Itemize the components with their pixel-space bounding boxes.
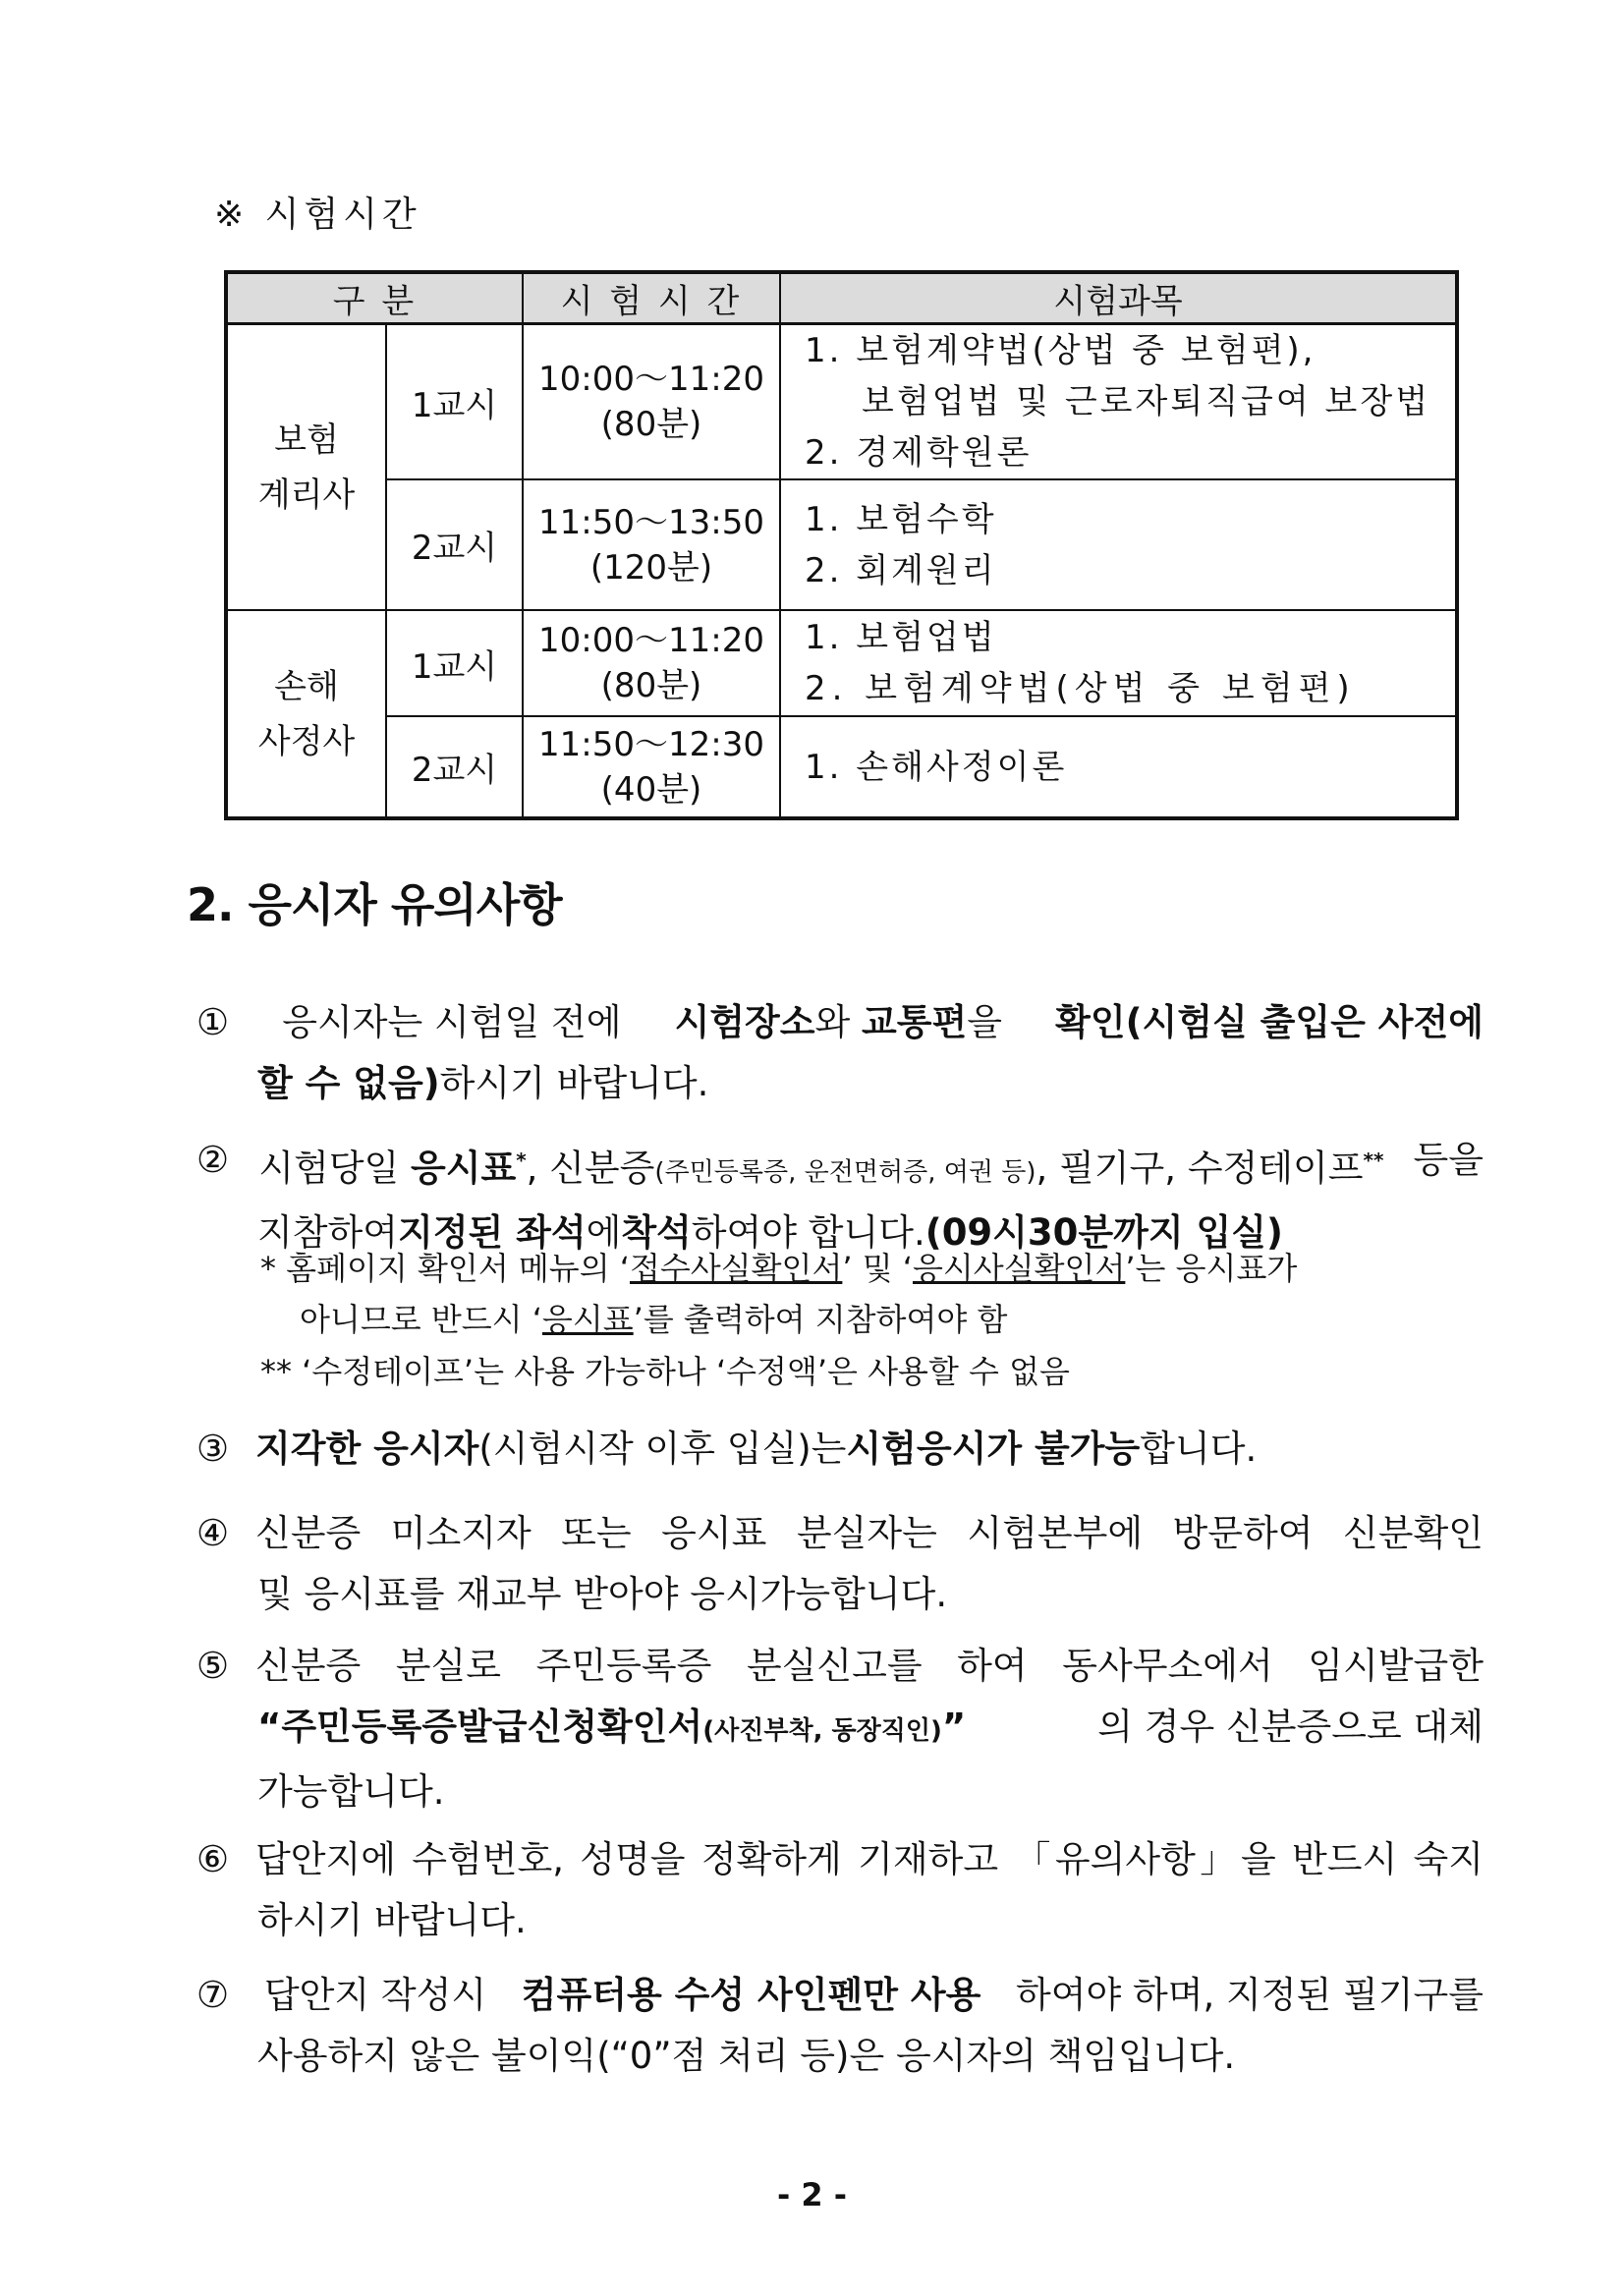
subject-line: 1. 손해사정이론 bbox=[805, 747, 1068, 787]
subject-line: 1. 보험업법 bbox=[805, 618, 997, 657]
item-line bbox=[196, 1890, 1484, 1951]
notice-item-4 bbox=[196, 1503, 1484, 1625]
subject-line: 보험업법 및 근로자퇴직급여 보장법 bbox=[862, 382, 1431, 421]
item-line bbox=[196, 1053, 1484, 1114]
group-name: 사정사 bbox=[257, 721, 356, 761]
group-cell bbox=[226, 324, 386, 611]
duration-value: (80분) bbox=[600, 405, 702, 444]
period-cell: 1교시 bbox=[386, 610, 523, 716]
note-line bbox=[260, 1294, 1484, 1345]
item-line bbox=[196, 1564, 1484, 1625]
footnote-mark: ** bbox=[1363, 1148, 1384, 1172]
item-text: , 신분증 bbox=[526, 1147, 655, 1190]
time-value: 11:50～12:30 bbox=[538, 724, 764, 764]
item-text: 와 bbox=[814, 1001, 863, 1043]
item-emphasis: 응시표 bbox=[410, 1147, 517, 1190]
notice-item-3 bbox=[196, 1419, 1484, 1480]
item-text: 가능합니다. bbox=[257, 1770, 445, 1813]
time-cell bbox=[523, 716, 780, 818]
notice-item-5 bbox=[196, 1636, 1484, 1822]
item-emphasis: “주민등록증발급신청확인서 bbox=[257, 1706, 703, 1748]
item-emphasis: 교통편 bbox=[862, 1001, 968, 1043]
item-text: 답안지 작성시 bbox=[263, 1974, 487, 2016]
time-value: 10:00～11:20 bbox=[538, 360, 764, 399]
note-line bbox=[260, 1346, 1484, 1397]
item-emphasis: 지정된 좌석 bbox=[397, 1211, 587, 1255]
item-small-text: (사진부착, 동장직인) bbox=[702, 1716, 942, 1746]
table-row bbox=[226, 716, 1457, 818]
time-value: 10:00～11:20 bbox=[538, 621, 764, 660]
item-number: ① bbox=[196, 1001, 230, 1043]
item-text: 사용하지 않은 불이익(“0”점 처리 등)은 응시자의 책임입니다. bbox=[257, 2035, 1236, 2077]
item-text: , 필기구, 수정테이프 bbox=[1036, 1147, 1364, 1190]
subjects-cell bbox=[780, 716, 1457, 818]
item-emphasis: (09시30분까지 입실) bbox=[924, 1211, 1283, 1255]
item-text: 등을 bbox=[1413, 1139, 1484, 1181]
group-name: 보험 bbox=[274, 420, 339, 460]
group-name: 손해 bbox=[274, 666, 339, 706]
item-line bbox=[196, 1762, 1484, 1822]
footnote-mark: * bbox=[516, 1148, 527, 1172]
item-emphasis: 시험응시가 불가능 bbox=[846, 1428, 1141, 1470]
table-row bbox=[226, 610, 1457, 716]
item-text: 을 bbox=[967, 1001, 1003, 1043]
time-cell bbox=[523, 479, 780, 610]
section-title: 2. 응시자 유의사항 bbox=[187, 878, 562, 931]
item-number: ⑤ bbox=[196, 1645, 230, 1687]
subject-line: 1. 보험계약법(상법 중 보험편), bbox=[805, 331, 1316, 370]
subject-line: 2. 회계원리 bbox=[805, 550, 997, 590]
item-emphasis: 컴퓨터용 수성 사인펜만 사용 bbox=[521, 1974, 981, 2016]
item-text: 합니다. bbox=[1140, 1428, 1258, 1470]
note-text: * 홈페이지 확인서 메뉴의 ‘ bbox=[260, 1250, 630, 1287]
subjects-cell bbox=[780, 324, 1457, 480]
time-cell bbox=[523, 324, 780, 480]
notice-item-6 bbox=[196, 1829, 1484, 1951]
item-text: 응시자는 시험일 전에 bbox=[282, 1001, 622, 1043]
item-emphasis: 할 수 없음) bbox=[257, 1062, 440, 1104]
item-text: 하시기 바랍니다. bbox=[257, 1899, 527, 1941]
table-header-row bbox=[226, 272, 1457, 324]
page-number: - 2 - bbox=[776, 2176, 848, 2213]
item-text: 하여야 하며, 지정된 필기구를 bbox=[1016, 1974, 1484, 2016]
item-text: 하시기 바랍니다. bbox=[439, 1062, 709, 1104]
item-line bbox=[196, 2026, 1484, 2087]
note-underlined: 응시사실확인서 bbox=[912, 1250, 1126, 1287]
item-line bbox=[196, 1965, 1484, 2026]
item-text: 신분증 미소지자 또는 응시표 분실자는 시험본부에 방문하여 신분확인 bbox=[255, 1512, 1484, 1554]
item-line bbox=[196, 1130, 1484, 1203]
item-number: ④ bbox=[196, 1512, 230, 1554]
header-time: 시 험 시 간 bbox=[523, 272, 780, 324]
item-text: (시험시작 이후 입실)는 bbox=[478, 1428, 847, 1470]
footnote-1 bbox=[260, 1243, 1484, 1345]
item-emphasis: 확인(시험실 출입은 사전에 bbox=[1055, 1001, 1484, 1043]
notice-item-7 bbox=[196, 1965, 1484, 2087]
note-text: ** ‘수정테이프’는 사용 가능하나 ‘수정액’은 사용할 수 없음 bbox=[260, 1353, 1070, 1390]
table-row bbox=[226, 324, 1457, 480]
footnote-2 bbox=[260, 1346, 1484, 1397]
item-text: 지참하여 bbox=[257, 1211, 398, 1255]
note-line bbox=[260, 1243, 1484, 1294]
item-emphasis: 착석 bbox=[621, 1211, 692, 1255]
item-text: 의 경우 신분증으로 대체 bbox=[1097, 1706, 1484, 1748]
item-line bbox=[196, 1829, 1484, 1890]
time-cell bbox=[523, 610, 780, 716]
note-text: 아니므로 반드시 ‘ bbox=[300, 1301, 542, 1338]
group-cell bbox=[226, 610, 386, 818]
item-text: 답안지에 수험번호, 성명을 정확하게 기재하고 「유의사항」을 반드시 숙지 bbox=[255, 1838, 1484, 1880]
header-category: 구 분 bbox=[226, 272, 523, 324]
item-text: 에 bbox=[586, 1211, 622, 1255]
period-cell: 1교시 bbox=[386, 324, 523, 480]
subjects-cell bbox=[780, 479, 1457, 610]
table-row bbox=[226, 479, 1457, 610]
item-emphasis: 시험장소 bbox=[674, 1001, 815, 1043]
item-small-text: (주민등록증, 운전면허증, 여권 등) bbox=[654, 1157, 1036, 1188]
note-underlined: 응시표 bbox=[541, 1301, 634, 1338]
schedule-title: ※ 시험시간 bbox=[214, 195, 421, 235]
item-line bbox=[196, 1419, 1484, 1480]
header-subjects: 시험과목 bbox=[780, 272, 1457, 324]
time-value: 11:50～13:50 bbox=[538, 502, 764, 542]
note-text: ’를 출력하여 지참하여야 함 bbox=[633, 1301, 1008, 1338]
period-cell: 2교시 bbox=[386, 479, 523, 610]
group-name: 계리사 bbox=[257, 475, 356, 515]
item-text: 하여야 합니다. bbox=[691, 1211, 925, 1255]
note-underlined: 접수사실확인서 bbox=[629, 1250, 843, 1287]
subjects-cell bbox=[780, 610, 1457, 716]
item-number: ⑥ bbox=[196, 1838, 230, 1880]
item-number: ② bbox=[196, 1139, 230, 1181]
item-line bbox=[196, 1503, 1484, 1564]
item-text: 및 응시표를 재교부 받아야 응시가능합니다. bbox=[257, 1573, 948, 1615]
duration-value: (80분) bbox=[600, 666, 702, 705]
subject-line: 1. 보험수학 bbox=[805, 499, 997, 539]
item-emphasis: ” bbox=[941, 1706, 967, 1748]
item-text: 시험당일 bbox=[258, 1147, 411, 1190]
item-number: ③ bbox=[196, 1428, 230, 1470]
notice-item-1 bbox=[196, 992, 1484, 1114]
period-cell: 2교시 bbox=[386, 716, 523, 818]
item-line bbox=[196, 1636, 1484, 1697]
note-text: ’는 응시표가 bbox=[1125, 1250, 1298, 1287]
item-emphasis: 지각한 응시자 bbox=[255, 1428, 479, 1470]
item-line bbox=[196, 1697, 1484, 1762]
subject-line: 2. 경제학원론 bbox=[805, 433, 1033, 473]
item-number: ⑦ bbox=[196, 1974, 230, 2016]
exam-schedule-table bbox=[224, 270, 1459, 820]
item-line bbox=[196, 992, 1484, 1053]
subject-line: 2. 보험계약법(상법 중 보험편) bbox=[805, 669, 1356, 708]
duration-value: (120분) bbox=[589, 547, 713, 588]
item-text: 신분증 분실로 주민등록증 분실신고를 하여 동사무소에서 임시발급한 bbox=[255, 1645, 1484, 1687]
duration-value: (40분) bbox=[600, 769, 702, 810]
note-text: ’ 및 ‘ bbox=[842, 1250, 913, 1287]
